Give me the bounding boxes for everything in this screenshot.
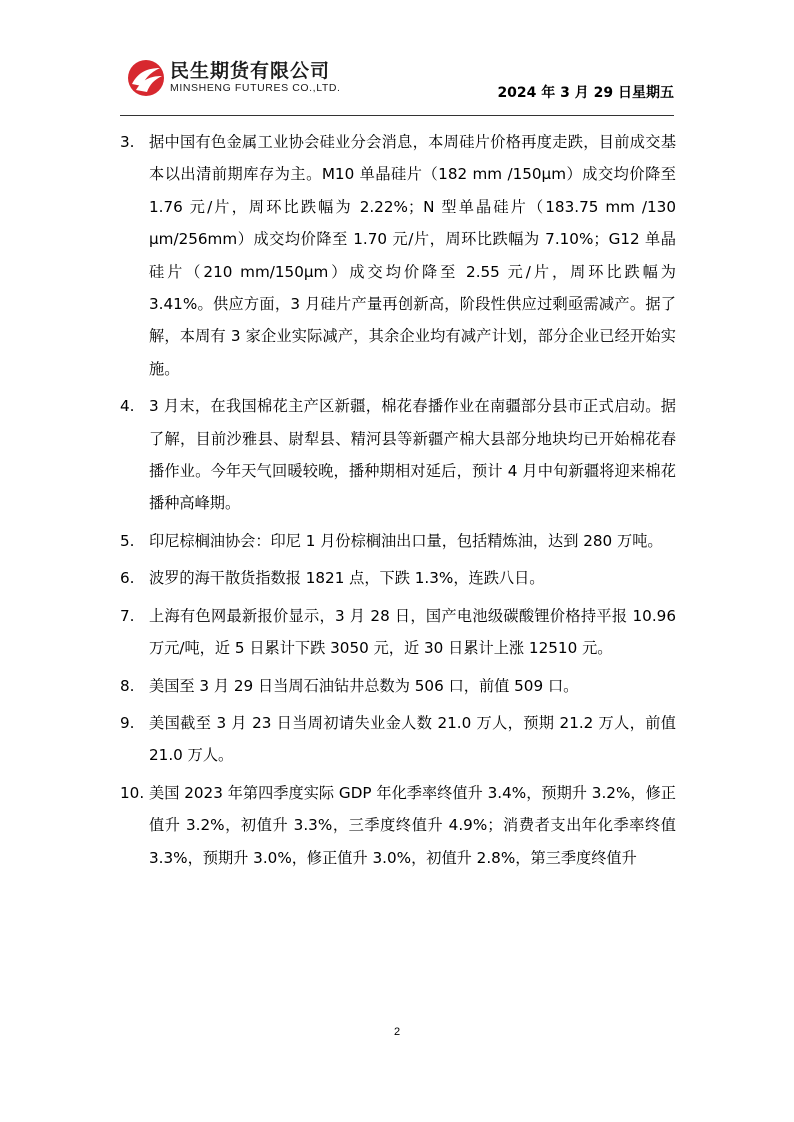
news-item — [120, 670, 676, 702]
item-text: 印尼棕榈油协会：印尼 1 月份棕榈油出口量，包括精炼油，达到 280 万吨。 — [149, 531, 663, 550]
news-item — [120, 600, 676, 665]
item-text: 3 月末，在我国棉花主产区新疆，棉花春播作业在南疆部分县市正式启动。据了解，目前沙雅县、尉犁县、精河县等新疆产棉大县部分地块均已开始棉花春播作业。今年天气回暖较晚，播种期相对延后，预计 4 月中旬新疆将迎来棉花播种高峰期。 — [149, 397, 676, 513]
item-number: 5. — [120, 531, 135, 550]
news-item — [120, 562, 676, 594]
report-date: 2024 年 3 月 29 日星期五 — [497, 85, 674, 101]
item-number: 3. — [120, 133, 135, 151]
item-number: 10. — [120, 783, 145, 802]
company-logo — [126, 52, 366, 102]
minsheng-logo-icon — [126, 58, 166, 98]
company-name-cn: 民生期货有限公司 — [170, 60, 331, 82]
news-item — [120, 707, 676, 772]
item-number: 4. — [120, 397, 135, 416]
news-list — [120, 126, 676, 879]
news-item — [120, 525, 676, 557]
item-number: 6. — [120, 569, 135, 588]
item-number: 9. — [120, 713, 135, 732]
page-header — [120, 52, 674, 106]
header-divider — [120, 115, 674, 116]
news-item — [120, 126, 676, 385]
item-number: 7. — [120, 606, 135, 625]
page-number: 2 — [393, 1026, 401, 1038]
item-text: 上海有色网最新报价显示，3 月 28 日，国产电池级碳酸锂价格持平报 10.96 万元/吨，近 5 日累计下跌 3050 元，近 30 日累计上涨 12510 元。 — [149, 606, 676, 658]
item-number: 8. — [120, 676, 135, 695]
news-item — [120, 777, 676, 874]
item-text: 据中国有色金属工业协会硅业分会消息，本周硅片价格再度走跌，目前成交基本以出清前期库存为主。M10 单晶硅片（182 mm /150μm）成交均价降至 1.76 元/片，周环比跌幅为 2.22%；N 型单晶硅片（183.75 mm /130 μm/256mm）成交均价降至 1.70 元/片，周环比跌幅为 7.10%；G12 单晶硅片（210 mm/150μm）成交均价降至 2.55 元/片，周环比跌幅为 3.41%。供应方面，3 月硅片产量再创新高，阶段性供应过剩亟需减产。据了解，本周有 3 家企业实际减产，其余企业均有减产计划，部分企业已经开始实施。 — [149, 133, 676, 378]
item-text: 波罗的海干散货指数报 1821 点，下跌 1.3%，连跌八日。 — [149, 569, 545, 588]
item-text: 美国至 3 月 29 日当周石油钻井总数为 506 口，前值 509 口。 — [149, 676, 579, 695]
company-name-en: MINSHENG FUTURES CO.,LTD. — [170, 82, 341, 94]
item-text: 美国 2023 年第四季度实际 GDP 年化季率终值升 3.4%，预期升 3.2%，修正值升 3.2%，初值升 3.3%，三季度终值升 4.9%；消费者支出年化季率终值 3.3%，预期升 3.0%，修正值升 3.0%，初值升 2.8%，第三季度终值升 — [149, 783, 676, 867]
item-text: 美国截至 3 月 23 日当周初请失业金人数 21.0 万人，预期 21.2 万人，前值 21.0 万人。 — [149, 713, 676, 765]
news-item — [120, 390, 676, 520]
